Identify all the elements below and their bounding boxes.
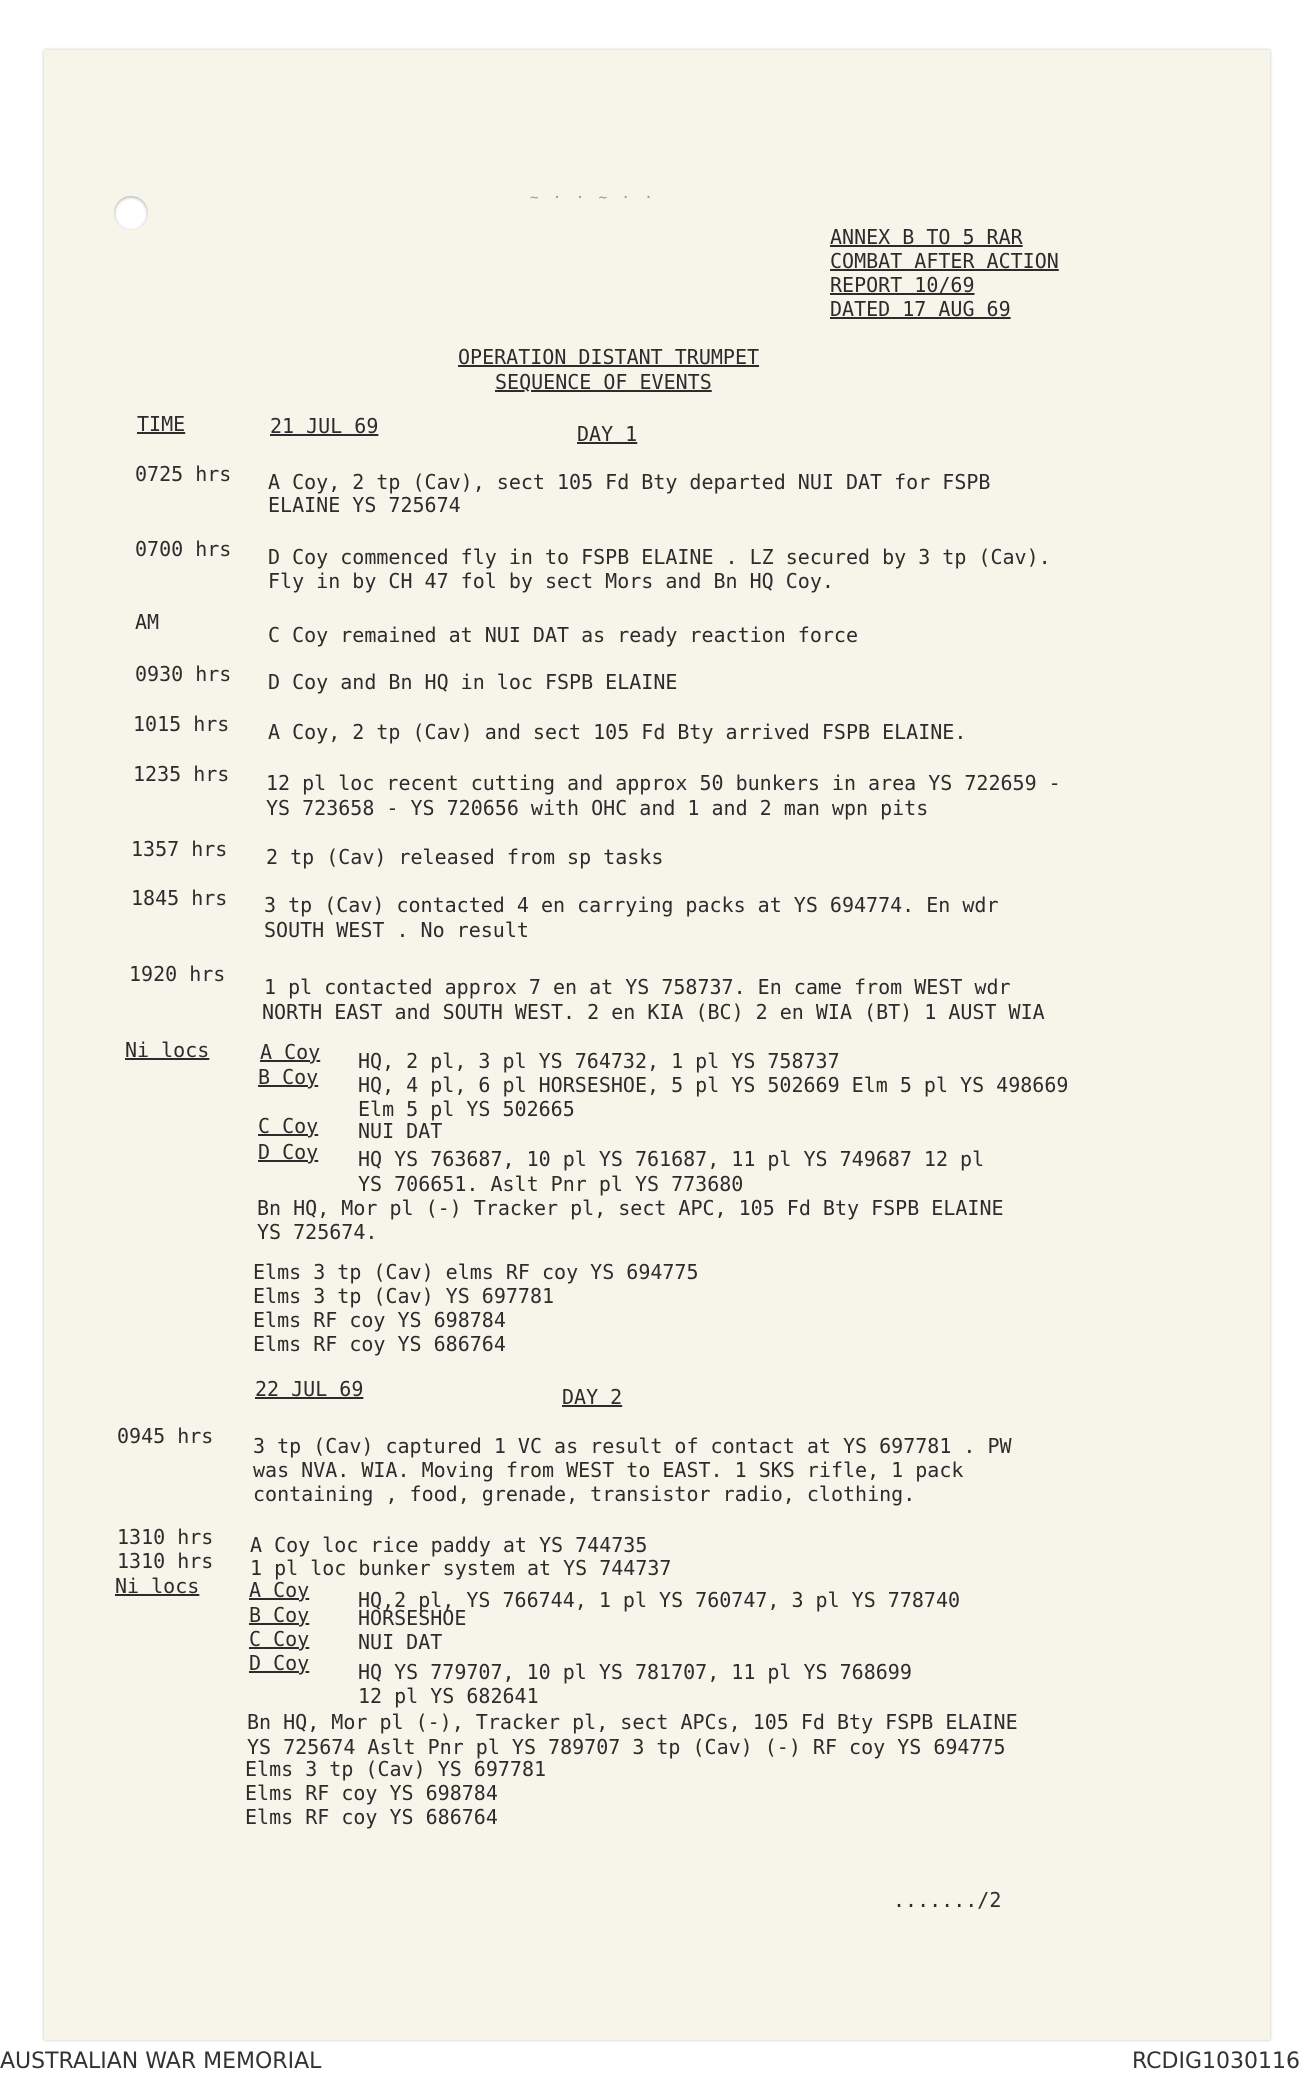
bn-hq-text: YS 725674 Aslt Pnr pl YS 789707 3 tp (Cav) (-) RF coy YS 694775 — [247, 1735, 1006, 1759]
coy-location: Elm 5 pl YS 502665 — [358, 1097, 575, 1121]
sequence-title: SEQUENCE OF EVENTS — [495, 370, 712, 394]
bn-hq-text: YS 725674. — [257, 1220, 378, 1244]
event-time: 0945 hrs — [117, 1424, 214, 1448]
annex-header — [830, 225, 1059, 321]
coy-label: A Coy — [249, 1578, 310, 1602]
coy-label: A Coy — [260, 1040, 321, 1064]
event-time: 1235 hrs — [133, 762, 230, 786]
event-time: 0930 hrs — [135, 662, 232, 686]
coy-location: HQ YS 779707, 10 pl YS 781707, 11 pl YS 768699 — [358, 1660, 912, 1684]
elms-text: Elms RF coy YS 698784 — [245, 1781, 498, 1805]
event-text: YS 723658 - YS 720656 with OHC and 1 and 2 man wpn pits — [266, 796, 929, 820]
coy-location: HORSESHOE — [358, 1606, 467, 1630]
event-text: D Coy and Bn HQ in loc FSPB ELAINE — [268, 670, 678, 694]
elms-text: Elms RF coy YS 686764 — [245, 1805, 498, 1829]
punch-hole — [114, 196, 148, 230]
time-column-header: TIME — [137, 412, 186, 436]
coy-label: B Coy — [249, 1603, 310, 1627]
bn-hq-text: Bn HQ, Mor pl (-) Tracker pl, sect APC, 105 Fd Bty FSPB ELAINE — [257, 1196, 1004, 1220]
annex-line-4: DATED 17 AUG 69 — [830, 297, 1011, 321]
footer-record-id: RCDIG1030116 — [1131, 2049, 1300, 2074]
event-time: 0700 hrs — [135, 537, 232, 561]
operation-title: OPERATION DISTANT TRUMPET — [458, 345, 760, 369]
day1-date: 21 JUL 69 — [270, 414, 379, 438]
coy-label: C Coy — [258, 1114, 319, 1138]
event-text: SOUTH WEST . No result — [264, 918, 529, 942]
event-text: containing , food, grenade, transistor radio, clothing. — [253, 1482, 916, 1506]
day2-date: 22 JUL 69 — [255, 1377, 364, 1401]
event-time: 1357 hrs — [131, 837, 228, 861]
annex-line-1: ANNEX B TO 5 RAR — [830, 225, 1023, 249]
event-text: 3 tp (Cav) captured 1 VC as result of contact at YS 697781 . PW — [253, 1434, 1012, 1458]
coy-label: D Coy — [249, 1651, 310, 1675]
coy-location: HQ, 4 pl, 6 pl HORSESHOE, 5 pl YS 502669 Elm 5 pl YS 498669 — [358, 1073, 1069, 1097]
elms-text: Elms 3 tp (Cav) elms RF coy YS 694775 — [253, 1260, 699, 1284]
event-text: NORTH EAST and SOUTH WEST. 2 en KIA (BC) 2 en WIA (BT) 1 AUST WIA — [262, 1000, 1045, 1024]
coy-location: HQ, 2 pl, 3 pl YS 764732, 1 pl YS 758737 — [358, 1049, 840, 1073]
faint-stamp-mark: ~ · · ~ · · — [530, 190, 656, 206]
ni-locs-label: Ni locs — [115, 1574, 200, 1598]
annex-line-2: COMBAT AFTER ACTION — [830, 249, 1059, 273]
ni-locs-label: Ni locs — [125, 1038, 210, 1062]
coy-label: C Coy — [249, 1627, 310, 1651]
day2-label: DAY 2 — [562, 1385, 623, 1409]
event-time: 0725 hrs — [135, 462, 232, 486]
page-continuation: ......./2 — [893, 1888, 1002, 1912]
coy-location: HQ,2 pl, YS 766744, 1 pl YS 760747, 3 pl YS 778740 — [358, 1588, 961, 1612]
day1-label: DAY 1 — [577, 422, 638, 446]
coy-label: B Coy — [258, 1065, 319, 1089]
event-text: ELAINE YS 725674 — [268, 493, 461, 517]
event-time: 1015 hrs — [133, 712, 230, 736]
event-text: 2 tp (Cav) released from sp tasks — [266, 845, 664, 869]
event-text: C Coy remained at NUI DAT as ready reaction force — [268, 623, 859, 647]
event-time: 1310 hrs — [117, 1549, 214, 1573]
event-text: 3 tp (Cav) contacted 4 en carrying packs at YS 694774. En wdr — [264, 893, 999, 917]
elms-text: Elms 3 tp (Cav) YS 697781 — [253, 1284, 555, 1308]
event-text: 12 pl loc recent cutting and approx 50 bunkers in area YS 722659 - — [266, 771, 1061, 795]
bn-hq-text: Bn HQ, Mor pl (-), Tracker pl, sect APCs, 105 Fd Bty FSPB ELAINE — [247, 1710, 1018, 1734]
event-text: A Coy, 2 tp (Cav) and sect 105 Fd Bty arrived FSPB ELAINE. — [268, 720, 967, 744]
elms-text: Elms RF coy YS 698784 — [253, 1308, 506, 1332]
coy-location: YS 706651. Aslt Pnr pl YS 773680 — [358, 1172, 744, 1196]
elms-text: Elms RF coy YS 686764 — [253, 1332, 506, 1356]
annex-line-3: REPORT 10/69 — [830, 273, 975, 297]
event-text: was NVA. WIA. Moving from WEST to EAST. 1 SKS rifle, 1 pack — [253, 1458, 964, 1482]
event-time: 1310 hrs — [117, 1525, 214, 1549]
coy-location: 12 pl YS 682641 — [358, 1684, 539, 1708]
event-text: 1 pl contacted approx 7 en at YS 758737. En came from WEST wdr — [264, 975, 1011, 999]
event-text: A Coy, 2 tp (Cav), sect 105 Fd Bty departed NUI DAT for FSPB — [268, 470, 991, 494]
coy-location: NUI DAT — [358, 1119, 443, 1143]
elms-text: Elms 3 tp (Cav) YS 697781 — [245, 1757, 547, 1781]
event-text: A Coy loc rice paddy at YS 744735 — [250, 1533, 648, 1557]
event-text: 1 pl loc bunker system at YS 744737 — [250, 1556, 672, 1580]
event-time: 1920 hrs — [129, 962, 226, 986]
coy-label: D Coy — [258, 1140, 319, 1164]
event-time: AM — [135, 610, 160, 634]
event-text: Fly in by CH 47 fol by sect Mors and Bn HQ Coy. — [268, 569, 834, 593]
coy-location: NUI DAT — [358, 1630, 443, 1654]
event-text: D Coy commenced fly in to FSPB ELAINE . LZ secured by 3 tp (Cav). — [268, 545, 1051, 569]
footer-source: AUSTRALIAN WAR MEMORIAL — [0, 2049, 322, 2074]
event-time: 1845 hrs — [131, 886, 228, 910]
coy-location: HQ YS 763687, 10 pl YS 761687, 11 pl YS 749687 12 pl — [358, 1147, 985, 1171]
